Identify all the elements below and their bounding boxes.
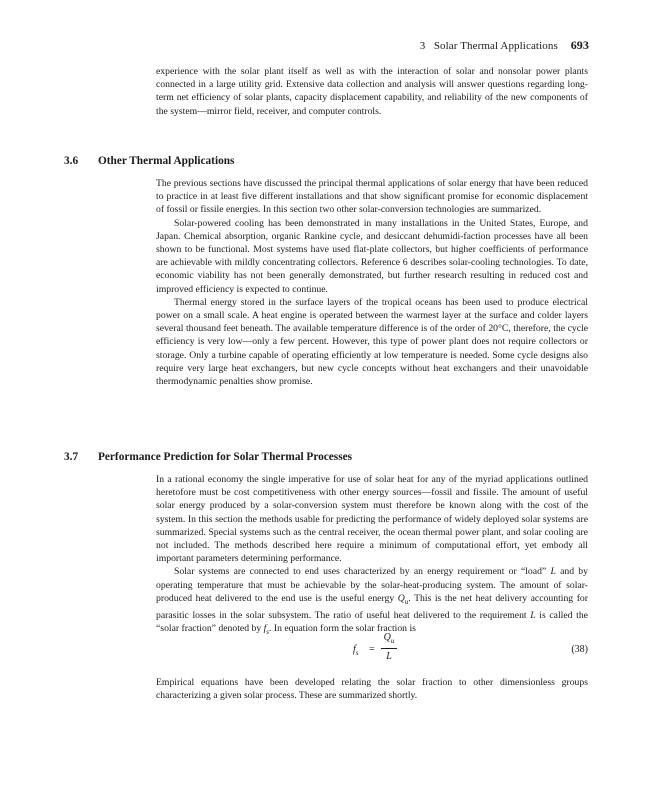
paragraph: In a rational economy the single imperative for use of solar heat for any of the myriad applications outlined heretofore must be cost competitiveness with other energy sources—fossil and fissile. The amount of useful solar energy produced by a solar-conversion system must therefore be known along with the cost of the system. In this section the methods usable for predicting the performance of widely deployed solar systems are summarized. Special systems such as the central receiver, the ocean thermal power plant, and solar cooling are not included. The methods described here require a minimum of computational effort, yet embody all important parameters determining performance. bbox=[156, 474, 588, 565]
page-number: 693 bbox=[570, 38, 589, 52]
intro-block bbox=[156, 65, 588, 118]
running-head bbox=[420, 38, 589, 53]
paragraph: The previous sections have discussed the principal thermal applications of solar energy that have been reduced to practice in at least five different installations and that show significant promise for economic displacement of fossil or fissile energies. In this section two other solar-conversion technologies are summarized. bbox=[156, 178, 588, 216]
section-title: Performance Prediction for Solar Thermal Processes bbox=[98, 451, 353, 463]
paragraph: Solar systems are connected to end uses characterized by an energy requirement or “load” L and by operating temperature that must be achievable by the solar-heat-producing system. The amount of solar-produced heat delivered to the end use is the useful energy $Q_u$. This is the net heat delivery accounting for parasitic losses in the solar subsystem. The ratio of useful heat delivered to the requirement L is called the “solar fraction” denoted by $f_s$. In equation form the solar fraction is bbox=[156, 566, 588, 637]
equation-38 bbox=[156, 632, 588, 666]
paragraph: Solar-powered cooling has been demonstrated in many installations in the United States, Europe, and Japan. Chemical absorption, organic Rankine cycle, and desiccant dehumidi-faction processes have all been shown to be functional. Most systems have used flat-plate collectors, but higher coefficients of performance are achievable with mildly concentrating collectors. Reference 6 describes solar-cooling technologies. To date, economic viability has not been generally demonstrated, but further research resulting in reduced cost and improved efficiency is expected to continue. bbox=[156, 217, 588, 295]
closing-block bbox=[156, 676, 588, 702]
equals-sign: = bbox=[369, 644, 375, 655]
section-heading-3-6 bbox=[64, 155, 234, 167]
fraction bbox=[381, 632, 397, 663]
intro-paragraph: experience with the solar plant itself as well as with the interaction of solar and nonsolar power plants connected in a large utility grid. Extensive data collection and analysis will answer questions regarding long-term net efficiency of solar plants, capacity displacement capability, and reliability of the new components of the system—mirror field, receiver, and computer controls. bbox=[156, 66, 588, 117]
section-title: Other Thermal Applications bbox=[98, 155, 235, 167]
paragraph: Thermal energy stored in the surface layers of the tropical oceans has been used to produce electrical power on a small scale. A heat engine is operated between the warmest layer at the surface and colder layers several thousand feet beneath. The available temperature difference is of the order of 20°C, therefore, the cycle efficiency is very low—only a few percent. However, this type of power plant does not require collectors or storage. Only a turbine capable of operating efficiently at low temperature is needed. Some cycle designs also require very large heat exchangers, but new cycle concepts without heat exchangers and their unavoidable thermodynamic penalties show promise. bbox=[156, 296, 588, 388]
section-heading-3-7 bbox=[64, 451, 352, 463]
section-3-7-body bbox=[156, 473, 588, 639]
section-3-6-body bbox=[156, 177, 588, 388]
section-number: 3.6 bbox=[64, 155, 79, 167]
paragraph: Empirical equations have been developed relating the solar fraction to other dimensionless groups characterizing a given solar process. These are summarized shortly. bbox=[156, 677, 588, 702]
fraction-bar bbox=[381, 648, 397, 649]
fraction-denominator: L bbox=[386, 651, 392, 662]
fraction-numerator: $Q_u$ bbox=[383, 632, 395, 645]
chapter-title: 3 Solar Thermal Applications bbox=[419, 40, 558, 52]
section-number: 3.7 bbox=[64, 451, 79, 463]
equation-lhs: $f_s$ bbox=[353, 644, 359, 657]
equation-number: (38) bbox=[571, 644, 588, 655]
